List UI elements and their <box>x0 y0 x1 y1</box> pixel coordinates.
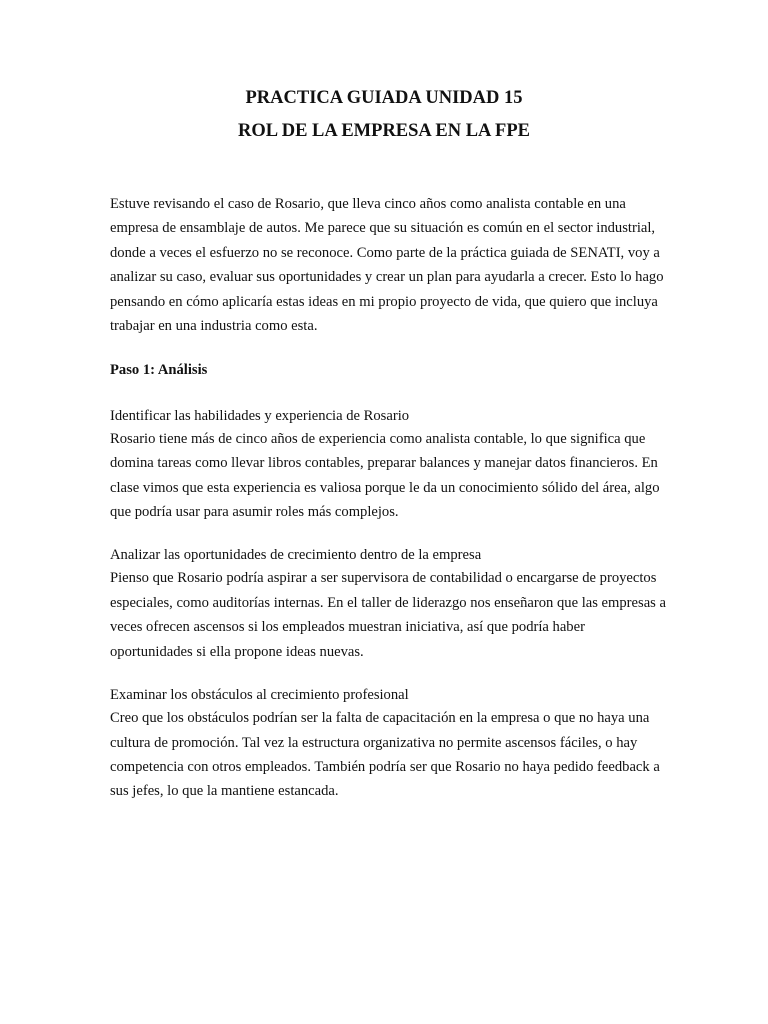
step-heading: Paso 1: Análisis <box>110 362 208 379</box>
section-obstacles <box>110 684 670 804</box>
section-paragraph: Pienso que Rosario podría aspirar a ser supervisora de contabilidad o encargarse de proyectos especiales, como auditorías internas. En el taller de liderazgo nos enseñaron que las empresas a veces ofrecen ascensos si los empleados muestran iniciativa, así que podría haber oportunidades si ella propone ideas nuevas. <box>110 570 666 660</box>
document-body <box>110 192 670 824</box>
section-paragraph: Creo que los obstáculos podrían ser la falta de capacitación en la empresa o que no haya una cultura de promoción. Tal vez la estructura organizativa no permite ascensos fáciles, o hay competencia con otros empleados. También podría ser que Rosario no haya pedido feedback a sus jefes, lo que la mantiene estancada. <box>110 710 660 800</box>
section-heading: Examinar los obstáculos al crecimiento profesional <box>110 687 409 704</box>
section-opportunities <box>110 544 670 664</box>
intro-paragraph: Estuve revisando el caso de Rosario, que lleva cinco años como analista contable en una empresa de ensamblaje de autos. Me parece que su situación es común en el sector industrial, donde a veces el esfuerzo no se reconoce. Como parte de la práctica guiada de SENATI, voy a analizar su caso, evaluar sus oportunidades y crear un plan para ayudarla a crecer. Esto lo hago pensando en cómo aplicaría estas ideas en mi propio proyecto de vida, que quiero que incluya trabajar en una industria como esta. <box>110 196 664 335</box>
section-heading: Identificar las habilidades y experiencia de Rosario <box>110 407 410 424</box>
document-subtitle: ROL DE LA EMPRESA EN LA FPE <box>238 121 530 141</box>
section-paragraph: Rosario tiene más de cinco años de experiencia como analista contable, lo que significa que domina tareas como llevar libros contables, preparar balances y manejar datos financieros. En clase vimos que esta experiencia es valiosa porque le da un conocimiento sólido del área, algo que podría usar para asumir roles más complejos. <box>110 430 660 521</box>
section-skills <box>110 405 670 525</box>
section-heading: Analizar las oportunidades de crecimiento dentro de la empresa <box>110 547 482 564</box>
document-title: PRACTICA GUIADA UNIDAD 15 <box>245 88 523 108</box>
